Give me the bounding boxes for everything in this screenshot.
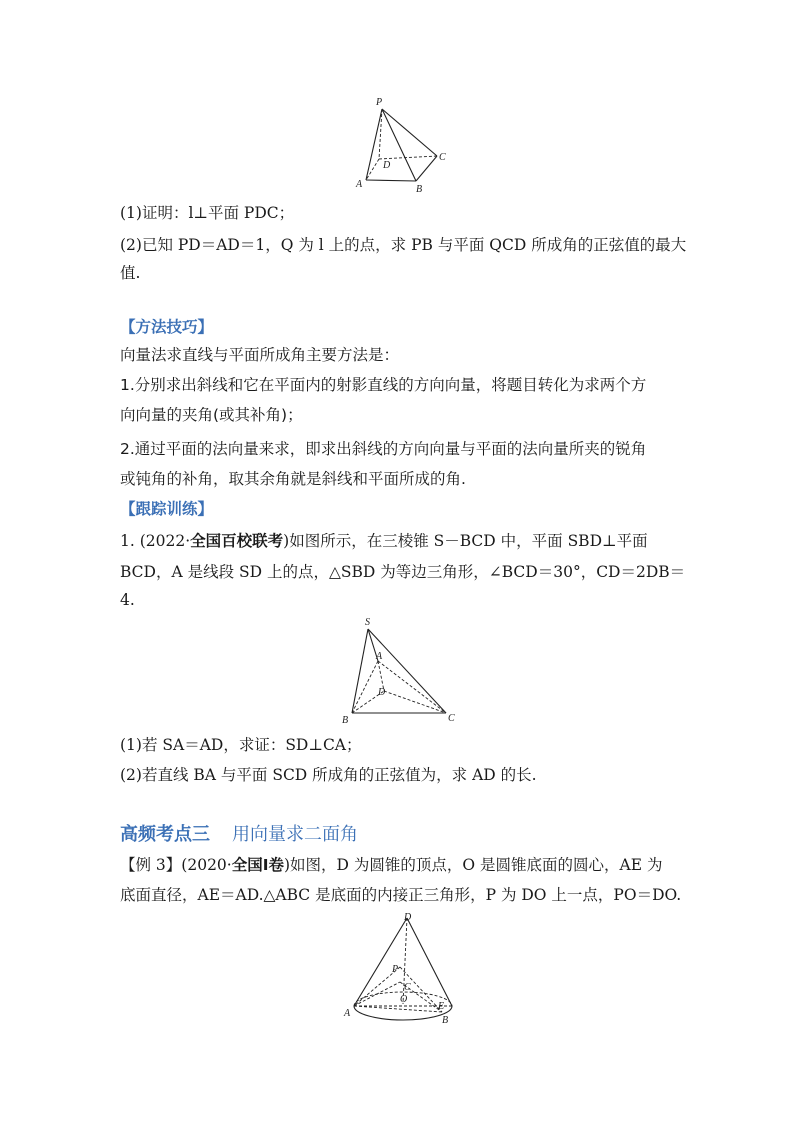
method-tips-intro: 向量法求直线与平面所成角主要方法是： bbox=[120, 346, 400, 364]
label-a: A bbox=[344, 1008, 351, 1019]
practice-problem-line3: 4. bbox=[120, 591, 135, 609]
label-d: D bbox=[378, 687, 386, 698]
label-b: B bbox=[442, 1015, 449, 1026]
section-title bbox=[120, 820, 358, 846]
example-source: 全国Ⅰ卷 bbox=[231, 856, 284, 874]
label-e: E bbox=[438, 1001, 445, 1012]
label-c: C bbox=[404, 982, 411, 993]
label-c: C bbox=[439, 152, 446, 163]
example-label: 【例 3】 bbox=[120, 856, 182, 874]
cone-figure bbox=[340, 910, 465, 1030]
practice-prefix: 1. (2022· bbox=[120, 532, 191, 550]
label-b: B bbox=[342, 715, 349, 725]
practice-problem-line1 bbox=[120, 530, 690, 552]
label-a: A bbox=[356, 179, 363, 190]
example-line1 bbox=[120, 854, 690, 876]
tetrahedron-figure-sbcd bbox=[338, 615, 468, 725]
label-d: D bbox=[383, 160, 391, 171]
label-b: B bbox=[416, 184, 423, 195]
practice-q1: (1)若 SA＝AD，求证：SD⊥CA； bbox=[120, 736, 362, 754]
problem-q2-line1: (2)已知 PD＝AD＝1，Q 为 l 上的点，求 PB 与平面 QCD 所成角的正弦值的最大 bbox=[120, 236, 687, 254]
problem-q2-line2: 值. bbox=[120, 264, 141, 282]
practice-line1-rest: )如图所示，在三棱锥 S－BCD 中，平面 SBD⊥平面 bbox=[283, 532, 648, 550]
problem-q1: (1)证明：l⊥平面 PDC； bbox=[120, 204, 295, 222]
section-subtitle: 用向量求二面角 bbox=[232, 824, 358, 845]
label-d: D bbox=[404, 912, 412, 923]
example-line1-rest: )如图，D 为圆锥的顶点，O 是圆锥底面的圆心，AE 为 bbox=[284, 856, 663, 874]
label-a: A bbox=[376, 651, 383, 662]
method-tips-heading: 【方法技巧】 bbox=[120, 318, 214, 336]
label-o: O bbox=[400, 994, 408, 1005]
example-line2: 底面直径，AE＝AD.△ABC 是底面的内接正三角形，P 为 DO 上一点，PO＝DO. bbox=[120, 886, 682, 904]
practice-q2: (2)若直线 BA 与平面 SCD 所成角的正弦值为，求 AD 的长. bbox=[120, 766, 537, 784]
label-p: P bbox=[392, 964, 399, 975]
example-source-prefix: (2020· bbox=[181, 856, 232, 874]
label-s: S bbox=[365, 617, 370, 628]
label-p: P bbox=[376, 97, 383, 108]
pyramid-figure-pabcd bbox=[350, 95, 460, 195]
practice-source: 全国百校联考 bbox=[190, 532, 284, 550]
practice-heading: 【跟踪训练】 bbox=[120, 500, 214, 518]
section-number: 高频考点三 bbox=[120, 824, 210, 845]
method-tips-item1-line1: 1.分别求出斜线和它在平面内的射影直线的方向向量，将题目转化为求两个方 bbox=[120, 376, 647, 394]
method-tips-item1-line2: 向向量的夹角(或其补角)； bbox=[120, 406, 303, 424]
method-tips-item2-line2: 或钝角的补角，取其余角就是斜线和平面所成的角. bbox=[120, 470, 466, 488]
method-tips-item2-line1: 2.通过平面的法向量来求，即求出斜线的方向向量与平面的法向量所夹的锐角 bbox=[120, 440, 647, 458]
practice-problem-line2: BCD，A 是线段 SD 上的点，△SBD 为等边三角形，∠BCD＝30°，CD＝2DB＝ bbox=[120, 563, 686, 581]
label-c: C bbox=[448, 713, 455, 724]
